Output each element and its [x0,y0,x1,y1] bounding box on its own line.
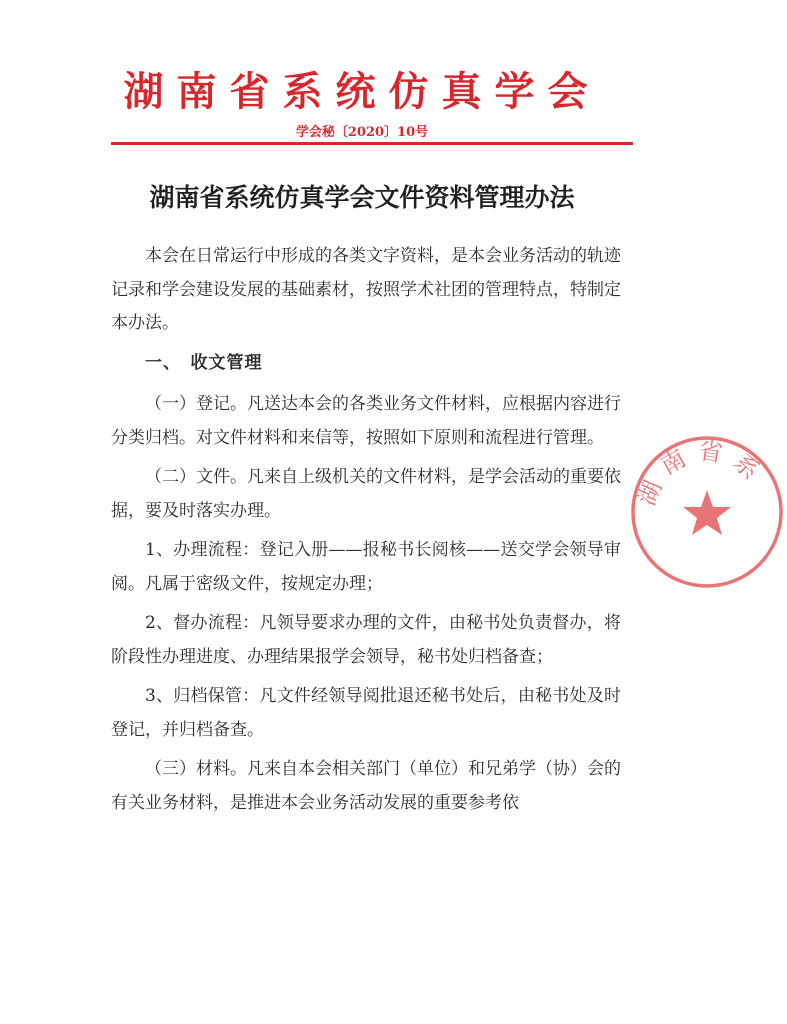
intro-paragraph: 本会在日常运行中形成的各类文字资料，是本会业务活动的轨迹记录和学会建设发展的基础素材，按照学术社团的管理特点，特制定本办法。 [111,246,621,333]
paragraph-archiving: 3、归档保管：凡文件经领导阅批退还秘书处后，由秘书处及时登记，并归档备查。 [111,686,621,740]
paragraph-materials: （三）材料。凡来自本会相关部门（单位）和兄弟学（协）会的有关业务材料，是推进本会业务活动发展的重要参考依 [111,759,621,813]
document-body [111,240,621,826]
seal-star-icon [683,490,731,535]
document-title: 湖南省系统仿真学会文件资料管理办法 [149,183,575,212]
header-divider [111,142,633,145]
section-heading-incoming-docs: 一、 收文管理 [145,352,263,373]
seal-text: 湖南省系 [632,436,772,510]
svg-text:湖南省系 [632,436,772,509]
paragraph-documents: （二）文件。凡来自上级机关的文件材料，是学会活动的重要依据，要及时落实办理。 [111,467,621,521]
paragraph-process-flow: 1、办理流程：登记入册——报秘书长阅核——送交学会领导审阅。凡属于密级文件，按规定办理； [111,540,621,594]
paragraph-registration: （一）登记。凡送达本会的各类业务文件材料，应根据内容进行分类归档。对文件材料和来信等，按照如下原则和流程进行管理。 [111,394,621,448]
document-number: 学会秘〔2020〕10号 [295,125,429,140]
paragraph-supervision-flow: 2、督办流程：凡领导要求办理的文件，由秘书处负责督办，将阶段性办理进度、办理结果报学会领导，秘书处归档备查； [111,613,621,667]
organization-header: 湖南省系统仿真学会 [123,68,601,115]
official-seal-stamp [627,432,787,592]
